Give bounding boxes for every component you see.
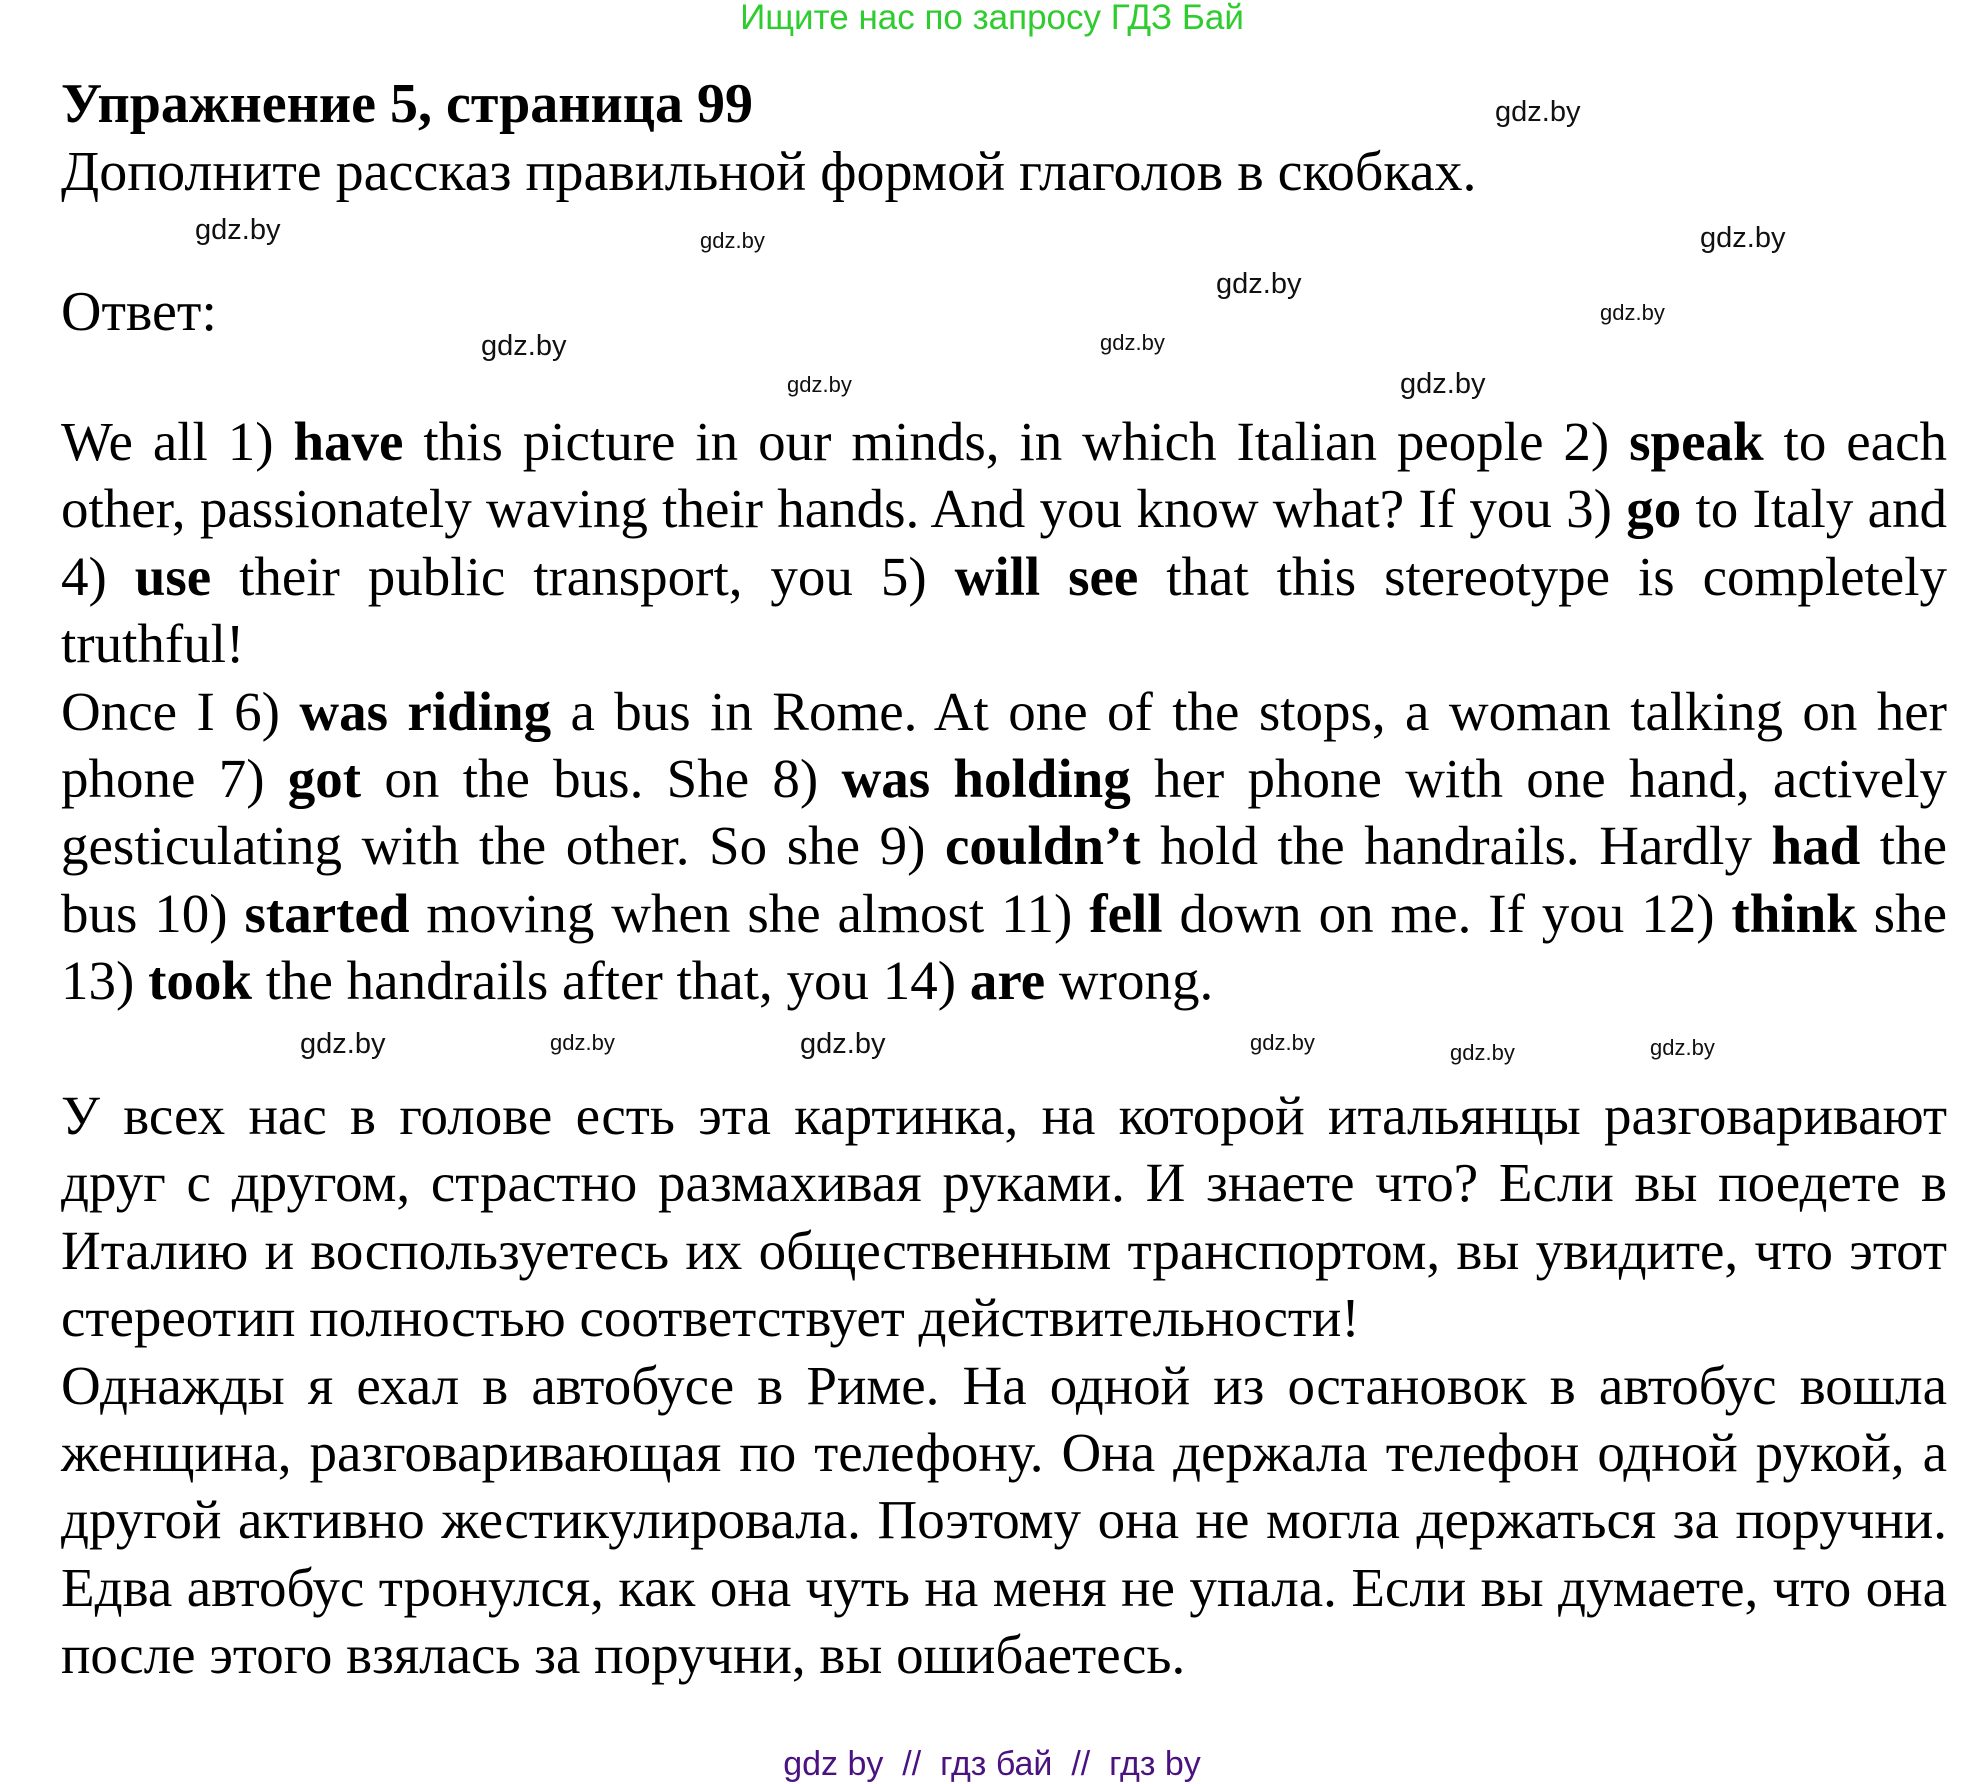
text-segment: the bus 10) bbox=[61, 815, 1947, 944]
watermark: gdz.by bbox=[700, 228, 765, 253]
top-banner-link[interactable]: Ищите нас по запросу ГДЗ Бай bbox=[740, 0, 1244, 37]
answer-verb: will see bbox=[954, 545, 1139, 607]
answer-verb: go bbox=[1626, 478, 1682, 540]
text-segment: to Italy and 4) bbox=[61, 478, 1947, 607]
answer-verb: was holding bbox=[841, 748, 1131, 810]
text-segment: the handrails after that, you 14) bbox=[251, 950, 970, 1012]
watermark: gdz.by bbox=[300, 1028, 386, 1060]
russian-paragraph: У всех нас в голове есть эта картинка, на которой итальянцы разговаривают друг с другом, страстно размахивая руками. И знаете что? Если вы поедете в Италию и воспользуетесь их общественным транспортом, вы увидите, что этот стереотип полностью соответствует действительности! bbox=[61, 1085, 1947, 1349]
english-answer-text bbox=[61, 408, 1947, 1015]
answer-verb: couldn’t bbox=[945, 815, 1141, 877]
text-segment: wrong. bbox=[1045, 950, 1214, 1012]
text-segment: We all 1) bbox=[61, 411, 294, 472]
exercise-instruction: Дополните рассказ правильной формой глаголов в скобках. bbox=[61, 141, 1477, 203]
answer-verb: speak bbox=[1629, 411, 1764, 472]
watermark: gdz.by bbox=[1495, 96, 1581, 128]
answer-verb: started bbox=[244, 882, 410, 944]
answer-label: Ответ: bbox=[61, 281, 217, 343]
watermark: gdz.by bbox=[787, 372, 852, 397]
english-paragraph bbox=[61, 408, 1947, 678]
watermark: gdz.by bbox=[481, 330, 567, 362]
text-segment: moving when she almost 11) bbox=[409, 882, 1090, 944]
english-paragraph bbox=[61, 678, 1947, 1015]
text-segment: this picture in our minds, in which Italian people 2) bbox=[403, 411, 1630, 472]
text-segment: a bus in Rome. At one of the stops, a woman talking on her phone 7) bbox=[61, 680, 1947, 810]
russian-translation-text bbox=[61, 1082, 1947, 1689]
answer-verb: use bbox=[134, 545, 212, 607]
answer-verb: was riding bbox=[299, 680, 552, 742]
watermark: gdz.by bbox=[195, 214, 281, 246]
text-segment: hold the handrails. Hardly bbox=[1140, 815, 1772, 877]
watermark: gdz.by bbox=[1400, 368, 1486, 400]
watermark: gdz.by bbox=[1100, 330, 1165, 355]
watermark: gdz.by bbox=[1700, 222, 1786, 254]
answer-verb: had bbox=[1771, 815, 1861, 877]
text-segment: their public transport, you 5) bbox=[211, 545, 955, 607]
answer-verb: got bbox=[287, 748, 362, 810]
text-segment: she 13) bbox=[61, 882, 1947, 1012]
text-segment: down on me. If you 12) bbox=[1162, 882, 1732, 944]
exercise-title: Упражнение 5, страница 99 bbox=[61, 73, 754, 135]
text-segment: to each other, passionately waving their hands. And you know what? If you 3) bbox=[61, 411, 1947, 540]
text-segment: her phone with one hand, actively gesticulating with the other. So she 9) bbox=[61, 748, 1947, 877]
answer-verb: have bbox=[293, 411, 404, 472]
answer-verb: took bbox=[148, 950, 252, 1012]
text-segment: Once I 6) bbox=[61, 680, 300, 742]
footer-links[interactable]: gdz by // гдз бай // гдз by bbox=[783, 1745, 1201, 1783]
watermark: gdz.by bbox=[800, 1028, 886, 1060]
russian-paragraph: Однажды я ехал в автобусе в Риме. На одной из остановок в автобус вошла женщина, разговаривающая по телефону. Она держала телефон одной рукой, а другой активно жестикулировала. Поэтому она не могла держаться за поручни. Едва автобус тронулся, как она чуть на меня не упала. Если вы думаете, что она после этого взялась за поручни, вы ошибаетесь. bbox=[61, 1354, 1947, 1686]
watermark: gdz.by bbox=[1250, 1030, 1315, 1055]
text-segment: on the bus. She 8) bbox=[361, 748, 842, 810]
answer-verb: think bbox=[1731, 882, 1857, 944]
watermark: gdz.by bbox=[1600, 300, 1665, 325]
text-segment: that this stereotype is completely truthful! bbox=[61, 545, 1947, 675]
watermark: gdz.by bbox=[1450, 1040, 1515, 1065]
answer-verb: are bbox=[969, 950, 1046, 1012]
watermark: gdz.by bbox=[550, 1030, 615, 1055]
watermark: gdz.by bbox=[1650, 1035, 1715, 1060]
answer-verb: fell bbox=[1089, 882, 1163, 944]
watermark: gdz.by bbox=[1216, 268, 1302, 300]
